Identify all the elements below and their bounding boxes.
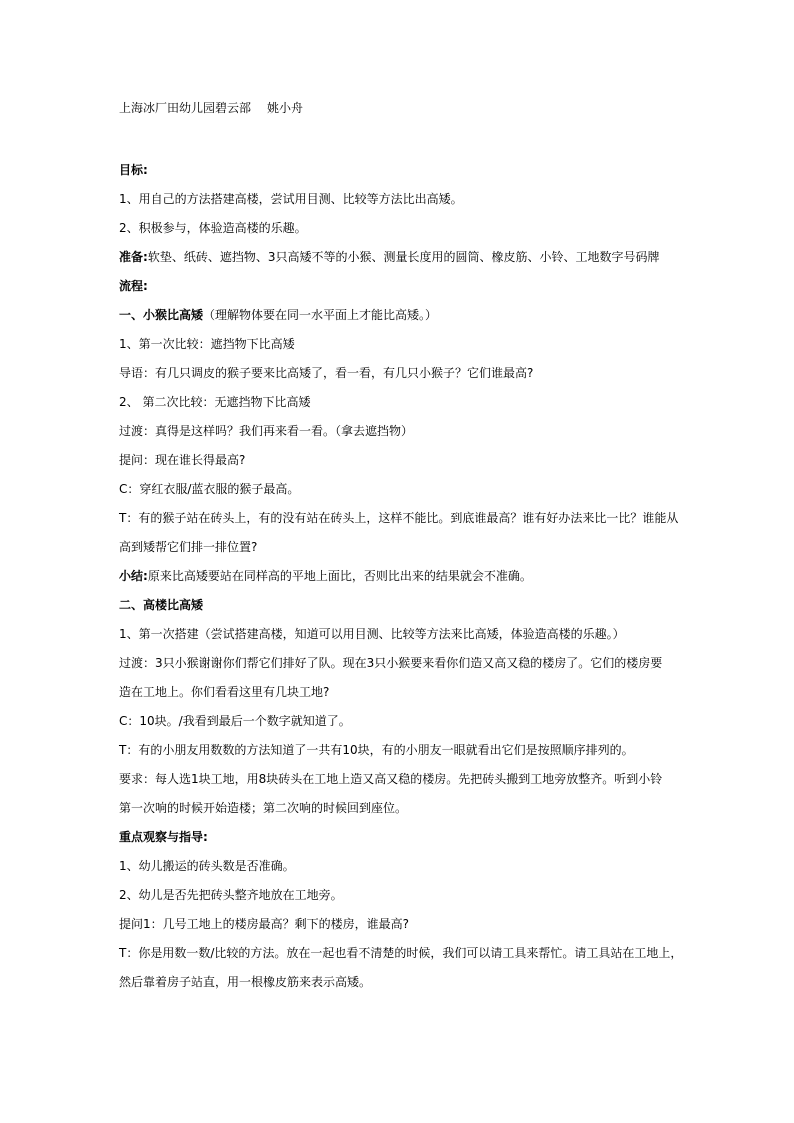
section1-step2: 2、 第二次比较：无遮挡物下比高矮 [119, 395, 311, 409]
section2-step1: 1、第一次搭建（尝试搭建高楼，知道可以用目测、比较等方法来比高矮，体验造高楼的乐趣。） [119, 627, 625, 641]
section1-child-answer: C：穿红衣服/蓝衣服的猴子最高。 [119, 482, 300, 496]
flow-heading: 流程: [119, 279, 148, 293]
section2-teacher-line-2-1: T：你是用数一数/比较的方法。放在一起也看不清楚的时候，我们可以请工具来帮忙。请工具站在工地上， [119, 946, 683, 960]
section2-child-answer: C：10块。/我看到最后一个数字就知道了。 [119, 714, 351, 728]
header-line [119, 101, 689, 116]
author-name: 姚小舟 [267, 101, 304, 115]
prep-label: 准备: [119, 250, 148, 264]
observe-item-2: 2、幼儿是否先把砖头整齐地放在工地旁。 [119, 888, 343, 902]
section1-note: （理解物体要在同一水平面上才能比高矮。） [203, 308, 438, 322]
goals-heading: 目标: [119, 163, 148, 177]
section2-transition-line-2: 造在工地上。你们看看这里有几块工地? [119, 685, 330, 699]
section1-transition: 过渡：真得是这样吗？我们再来看一看。（拿去遮挡物） [119, 424, 414, 438]
section2-teacher-line: T：有的小朋友用数数的方法知道了一共有10块，有的小朋友一眼就看出它们是按照顺序排列的。 [119, 743, 634, 757]
section1-step1: 1、第一次比较：遮挡物下比高矮 [119, 337, 295, 351]
school-name: 上海冰厂田幼儿园碧云部 [119, 101, 252, 115]
summary-text: 原来比高矮要站在同样高的平地上面比，否则比出来的结果就会不准确。 [147, 569, 532, 583]
goal-item-1: 1、用自己的方法搭建高楼，尝试用目测、比较等方法比出高矮。 [119, 192, 463, 206]
section1-title: 一、小猴比高矮 [119, 308, 204, 322]
section2-question-1: 提问1：几号工地上的楼房最高？剩下的楼房，谁最高? [119, 917, 410, 931]
observe-heading: 重点观察与指导: [119, 830, 208, 844]
section2-title: 二、高楼比高矮 [119, 598, 204, 612]
section2-requirement-line-2: 第一次响的时候开始造楼；第二次响的时候回到座位。 [119, 801, 408, 815]
section1-guide: 导语：有几只调皮的猴子要来比高矮了，看一看，有几只小猴子？它们谁最高? [119, 366, 534, 380]
prep-text: 软垫、纸砖、遮挡物、3只高矮不等的小猴、测量长度用的圆筒、橡皮筋、小铃、工地数字号码牌 [147, 250, 660, 264]
section2-teacher-line-2-2: 然后靠着房子站直，用一根橡皮筋来表示高矮。 [119, 975, 372, 989]
summary-label: 小结: [119, 569, 148, 583]
observe-item-1: 1、幼儿搬运的砖头数是否准确。 [119, 859, 295, 873]
section2-transition-line-1: 过渡：3只小猴谢谢你们帮它们排好了队。现在3只小猴要来看你们造又高又稳的楼房了。它们的楼房要 [119, 656, 663, 670]
section2-requirement-line-1: 要求：每人选1块工地，用8块砖头在工地上造又高又稳的楼房。先把砖头搬到工地旁放整齐。听到小铃 [119, 772, 663, 786]
section1-question: 提问：现在谁长得最高? [119, 453, 246, 467]
section1-title-line [119, 308, 689, 323]
section1-teacher-line-1: T：有的猴子站在砖头上，有的没有站在砖头上，这样不能比。到底谁最高？谁有好办法来比一比？谁能从 [119, 511, 679, 525]
section1-summary [119, 569, 689, 584]
document-body [119, 101, 689, 990]
section1-teacher-line-2: 高到矮帮它们排一排位置? [119, 540, 258, 554]
goal-item-2: 2、积极参与，体验造高楼的乐趣。 [119, 221, 307, 235]
prep-line [119, 250, 689, 265]
